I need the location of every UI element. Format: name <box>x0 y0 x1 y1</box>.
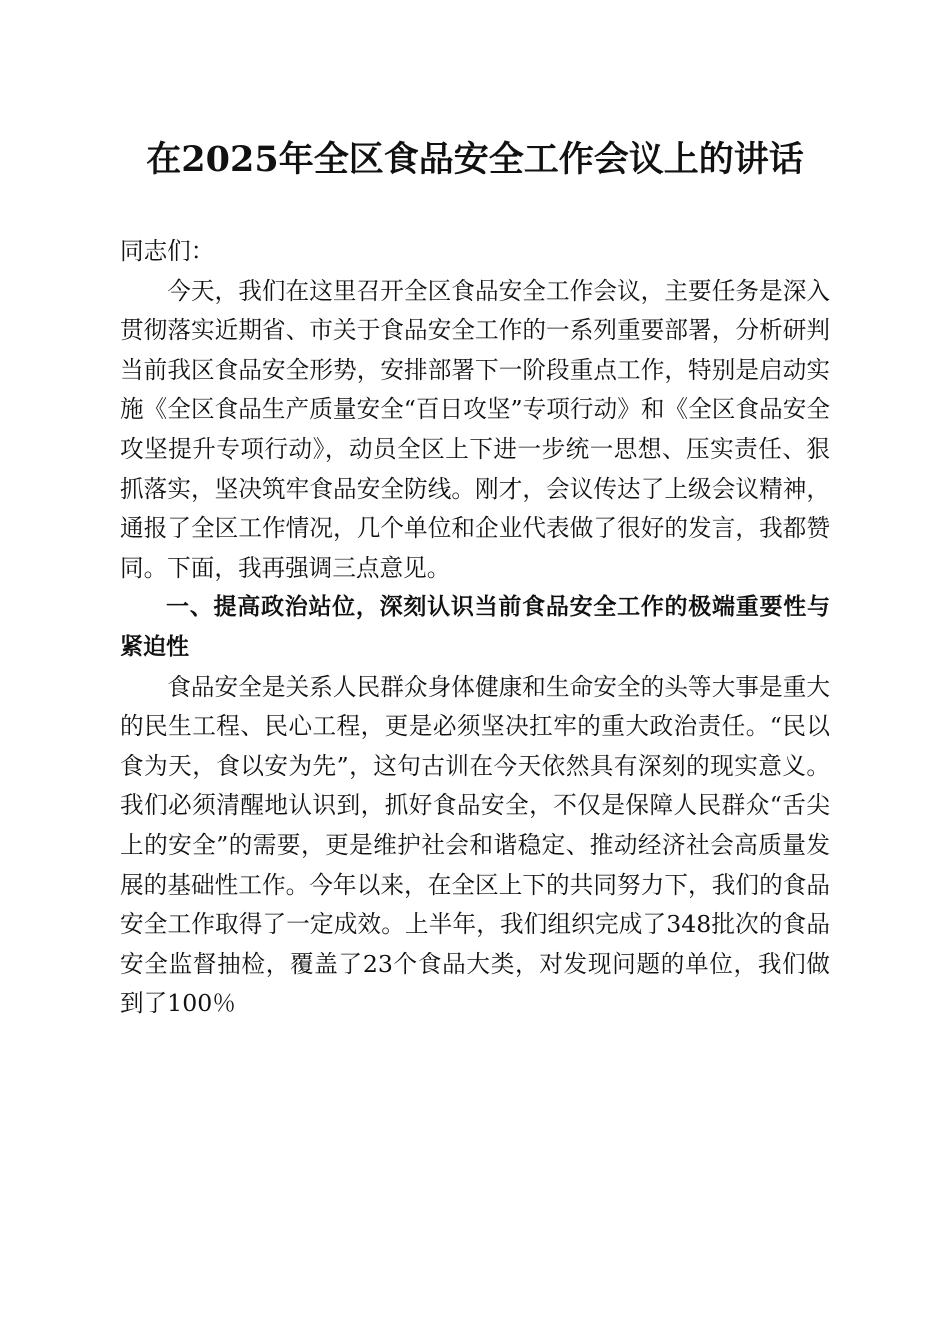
paragraph-opening: 今天，我们在这里召开全区食品安全工作会议，主要任务是深入贯彻落实近期省、市关于食品安全工作的一系列重要部署，分析研判当前我区食品安全形势，安排部署下一阶段重点工作，特别是启动实施《全区食品生产质量安全“百日攻坚”专项行动》和《全区食品安全攻坚提升专项行动》，动员全区上下进一步统一思想、压实责任、狠抓落实，坚决筑牢食品安全防线。刚才，会议传达了上级会议精神，通报了全区工作情况，几个单位和企业代表做了很好的发言，我都赞同。下面，我再强调三点意见。 <box>120 276 830 582</box>
document-body <box>120 232 830 1024</box>
document-title: 在2025年全区食品安全工作会议上的讲话 <box>146 139 804 180</box>
section-heading-1: 一、提高政治站位，深刻认识当前食品安全工作的极端重要性与紧迫性 <box>120 594 830 660</box>
paragraph-food-safety: 食品安全是关系人民群众身体健康和生命安全的头等大事是重大的民生工程、民心工程，更是必须坚决扛牢的重大政治责任。“民以食为天，食以安为先”，这句古训在今天依然具有深刻的现实意义。我们必须清醒地认识到，抓好食品安全，不仅是保障人民群众“舌尖上的安全”的需要，更是维护社会和谐稳定、推动经济社会高质量发展的基础性工作。今年以来，在全区上下的共同努力下，我们的食品安全工作取得了一定成效。上半年，我们组织完成了348批次的食品安全监督抽检，覆盖了23个食品大类，对发现问题的单位，我们做到了100％ <box>120 672 830 1018</box>
salutation: 同志们： <box>120 237 215 265</box>
